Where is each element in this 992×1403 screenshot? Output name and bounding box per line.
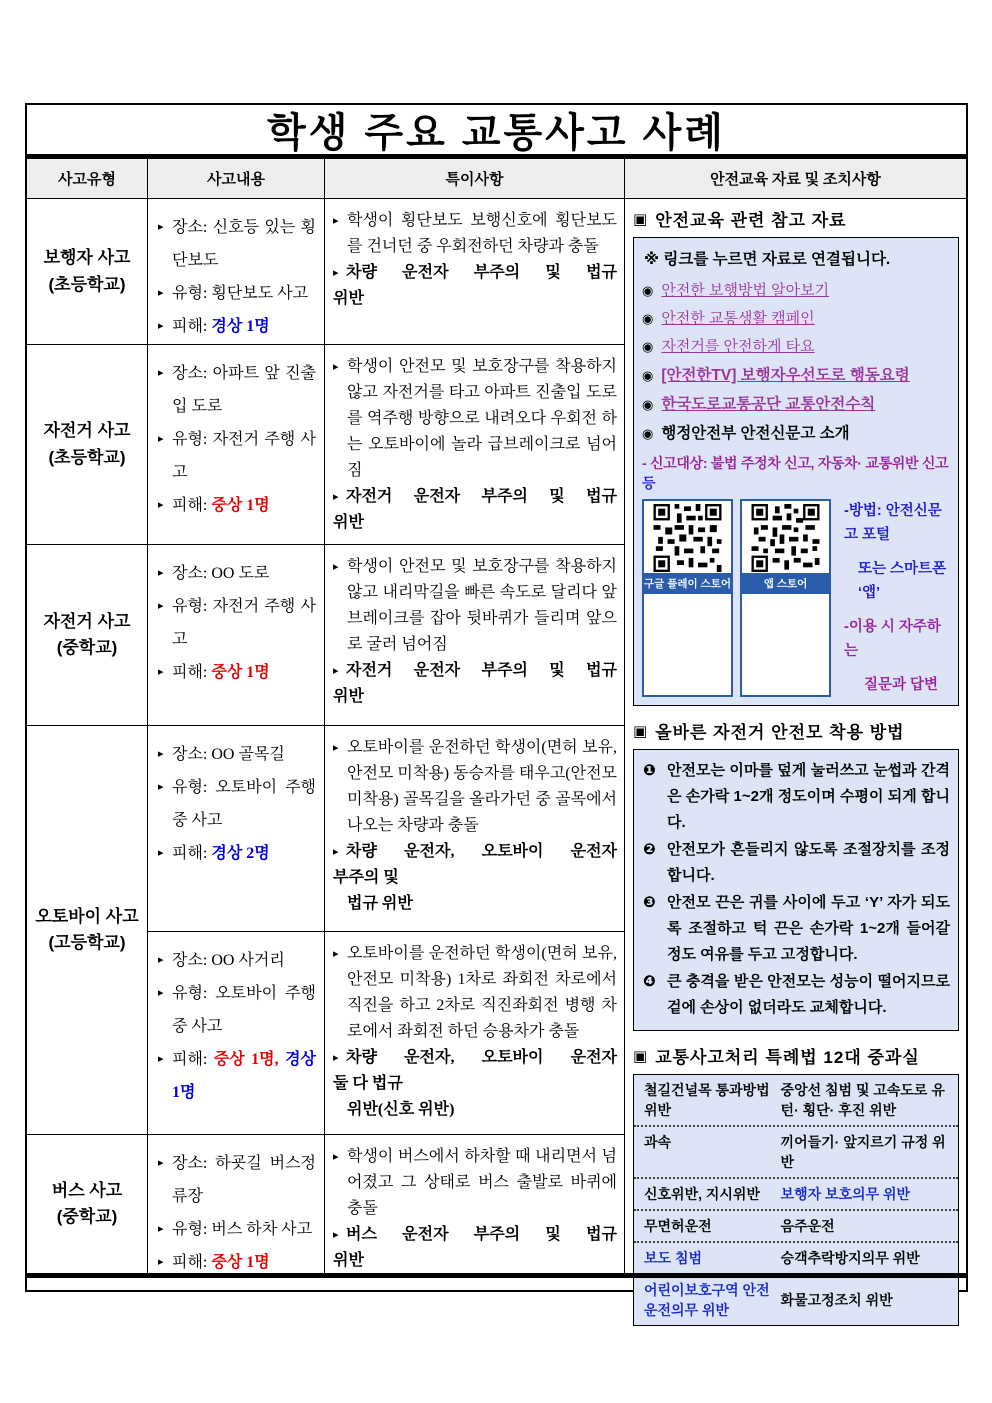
violation-right: 보행자 보호의무 위반 [780, 1186, 911, 1202]
bullet-icon: ▸ [333, 491, 339, 503]
qr-label-app-store: 앱 스토어 [742, 573, 829, 594]
incident-detail-cell [148, 932, 325, 1135]
type-cell-bicycle-mid [27, 545, 148, 726]
step-number-icon: ❷ [643, 841, 656, 858]
incident-note: 학생이 버스에서 하차할 때 내리면서 넘어졌고 그 상태로 버스 출발로 바퀴에 충돌 [347, 1148, 617, 1217]
incident-kind: 유형: 횡단보도 사고 [172, 285, 309, 302]
report-faq-line2: 질문과 답변 [864, 677, 939, 693]
accident-school-label: (중학교) [56, 1207, 118, 1226]
bullet-icon: ▸ [333, 846, 339, 858]
step-number-icon: ❸ [643, 894, 656, 911]
fault-note-line1: 자전거 운전자 부주의 및 법규 [346, 488, 617, 505]
fault-note-line3: 위반(신호 위반) [347, 1101, 455, 1118]
report-method-text [838, 499, 950, 697]
qr-code-row [642, 499, 950, 697]
fault-note-line2: 위반 [333, 514, 364, 531]
type-cell-bus [27, 1135, 148, 1273]
report-method-line1: -방법: 안전신문고 포털 [844, 503, 942, 543]
damage-label: 피해: [172, 664, 208, 681]
incident-detail-cell [148, 345, 325, 545]
column-header-notes: 특이사항 [325, 159, 625, 199]
page-title: 학생 주요 교통사고 사례 [27, 105, 966, 159]
helmet-instructions-box [633, 749, 959, 1031]
incident-kind: 유형: 자전거 주행 사고 [172, 431, 316, 481]
link-bullet-icon: ◉ [642, 311, 654, 326]
section-marker-icon: ▣ [633, 1047, 649, 1065]
qr-code-icon [644, 501, 731, 573]
incident-notes-cell [325, 932, 625, 1135]
damage-label: 피해: [172, 497, 208, 514]
report-method-line2: 또는 스마트폰 ‘앱’ [858, 561, 947, 601]
link-safety-report-intro: 행정안전부 안전신문고 소개 [661, 425, 850, 442]
violation-row [634, 1179, 958, 1211]
accident-case-table [25, 103, 968, 1318]
violation-row [634, 1243, 958, 1275]
incident-location: 장소: OO 도로 [172, 565, 270, 582]
accident-school-label: (초등학교) [48, 447, 126, 467]
incident-location: 장소: OO 골목길 [172, 746, 285, 763]
type-cell-pedestrian [27, 199, 148, 345]
bullet-icon: ▸ [158, 1223, 164, 1235]
damage-label: 피해: [172, 1254, 208, 1271]
damage-severity: 중상 1명, [213, 1051, 279, 1068]
bullet-icon: ▸ [158, 221, 164, 233]
fault-note-line1: 차량 운전자, 오토바이 운전자 [346, 1049, 617, 1066]
violation-row [634, 1075, 958, 1127]
bullet-icon: ▸ [158, 1256, 164, 1268]
violation-right: 끼어들기· 앞지르기 규정 위반 [780, 1134, 946, 1170]
bullet-icon: ▸ [333, 215, 339, 227]
bullet-icon: ▸ [158, 1157, 164, 1169]
accident-type-label: 버스 사고 [51, 1180, 123, 1200]
bullet-icon: ▸ [333, 1052, 339, 1064]
fault-note-line2: 위반 [333, 290, 364, 307]
fault-note-line2: 위반 [333, 688, 364, 705]
incident-note: 오토바이를 운전하던 학생이(면허 보유, 안전모 미착용) 1차로 좌회전 차로에서 직진을 하고 2차로 직진좌회전 병행 차로에서 좌회전 하던 승용차가 충돌 [347, 945, 617, 1040]
link-bullet-icon: ◉ [642, 426, 654, 441]
bullet-icon: ▸ [158, 367, 164, 379]
reference-links-box [633, 237, 959, 706]
link-safe-walking[interactable]: 안전한 보행방법 알아보기 [661, 282, 830, 299]
report-faq-line1: -이용 시 자주하는 [844, 619, 941, 659]
incident-note: 학생이 안전모 및 보호장구를 착용하지 않고 내리막길을 빠른 속도로 달리다 앞브레이크를 잡아 뒷바퀴가 들리며 앞으로 굴러 넘어짐 [347, 558, 617, 653]
type-cell-bicycle-elem [27, 345, 148, 545]
bullet-icon: ▸ [158, 320, 164, 332]
section-title-twelve-violations: ▣ 교통사고처리 특례법 12대 중과실 [633, 1047, 920, 1067]
incident-location: 장소: 아파트 앞 진출입 도로 [172, 365, 316, 415]
violation-left: 보도 침범 [644, 1250, 702, 1266]
bullet-icon: ▸ [158, 987, 164, 999]
helmet-step: ❸ 안전모 끈은 귀를 사이에 두고 ‘Y’ 자가 되도록 조절하고 턱 끈은 손가락 1~2개 들어갈 정도 여유를 두고 고정합니다. [642, 890, 950, 968]
qr-label-google-play: 구글 플레이 스토어 [644, 573, 731, 594]
incident-notes-cell [325, 1135, 625, 1273]
link-bullet-icon: ◉ [642, 368, 654, 383]
incident-note: 학생이 안전모 및 보호장구를 착용하지 않고 자전거를 타고 아파트 진출입 도로를 역주행 방향으로 내려오다 우회전 하는 오토바이에 놀라 급브레이크로 넘어짐 [347, 358, 617, 479]
incident-kind: 유형: 자전거 주행 사고 [172, 598, 316, 648]
link-safe-bicycle[interactable]: 자전거를 안전하게 타요 [661, 338, 815, 355]
incident-detail-cell [148, 199, 325, 345]
bullet-icon: ▸ [333, 948, 339, 960]
violation-right: 화물고정조치 위반 [780, 1292, 893, 1308]
bullet-icon: ▸ [333, 561, 339, 573]
bullet-icon: ▸ [333, 1151, 339, 1163]
step-number-icon: ❶ [643, 762, 656, 779]
fault-note-line2: 위반 [333, 1252, 364, 1269]
damage-label: 피해: [172, 845, 208, 862]
fault-note-line1: 버스 운전자 부주의 및 법규 [346, 1226, 617, 1243]
column-header-safety-materials: 안전교육 자료 및 조치사항 [625, 159, 966, 199]
bullet-icon: ▸ [333, 1229, 339, 1241]
violation-right: 중앙선 침범 및 고속도로 유턴· 횡단· 후진 위반 [780, 1082, 945, 1118]
step-number-icon: ❹ [643, 973, 656, 990]
report-target-line: - 신고대상: 불법 주정차 신고, 자동차· 교통위반 신고 등 [642, 455, 949, 491]
link-koroad-rules[interactable]: 한국도로교통공단 교통안전수칙 [661, 396, 876, 413]
bullet-icon: ▸ [333, 742, 339, 754]
violation-left: 신호위반, 지시위반 [644, 1186, 760, 1202]
link-bullet-icon: ◉ [642, 339, 654, 354]
incident-notes-cell [325, 199, 625, 345]
bullet-icon: ▸ [333, 361, 339, 373]
fault-note-line1: 차량 운전자, 오토바이 운전자 [346, 843, 617, 860]
link-safetv-pedestrian-road[interactable]: [안전한TV] 보행자우선도로 행동요령 [661, 367, 910, 384]
accident-type-label: 오토바이 사고 [35, 906, 139, 926]
damage-severity: 중상 1명 [211, 1254, 270, 1271]
violation-row [634, 1127, 958, 1179]
violation-left: 과속 [644, 1134, 672, 1150]
helmet-step: ❷ 안전모가 흔들리지 않도록 조절장치를 조정합니다. [642, 837, 950, 889]
column-header-accident-type: 사고유형 [27, 159, 148, 199]
incident-detail-cell [148, 1135, 325, 1273]
damage-label: 피해: [172, 318, 208, 335]
bullet-icon: ▸ [158, 433, 164, 445]
bullet-icon: ▸ [158, 499, 164, 511]
bullet-icon: ▸ [158, 954, 164, 966]
accident-school-label: (초등학교) [48, 274, 126, 294]
accident-school-label: (고등학교) [48, 933, 126, 952]
fault-note-line1: 차량 운전자 부주의 및 법규 [346, 264, 617, 281]
qr-google-play [642, 499, 733, 697]
section-title-reference: ▣ 안전교육 관련 참고 자료 [633, 210, 847, 230]
bullet-icon: ▸ [158, 567, 164, 579]
incident-location: 장소: OO 사거리 [172, 952, 285, 969]
accident-school-label: (중학교) [56, 638, 118, 657]
damage-severity: 경상 1명 [172, 1051, 317, 1101]
incident-detail-cell [148, 545, 325, 726]
incident-kind: 유형: 오토바이 주행 중 사고 [172, 985, 316, 1035]
helmet-step: ❶ 안전모는 이마를 덮게 눌러쓰고 눈썹과 간격은 손가락 1~2개 정도이며 수평이 되게 합니다. [642, 758, 950, 836]
helmet-step: ❹ 큰 충격을 받은 안전모는 성능이 떨어지므로 겉에 손상이 없더라도 교체합니다. [642, 969, 950, 1021]
violation-left: 무면허운전 [644, 1218, 712, 1234]
qr-code-icon [742, 501, 829, 573]
fault-note-line1: 자전거 운전자 부주의 및 법규 [346, 662, 617, 679]
incident-notes-cell [325, 545, 625, 726]
link-bullet-icon: ◉ [642, 283, 654, 298]
report-target-suffix: 등 [642, 475, 656, 491]
violation-right: 승객추락방지의무 위반 [780, 1250, 920, 1266]
damage-severity: 경상 1명 [211, 318, 270, 335]
bullet-icon: ▸ [333, 267, 339, 279]
fault-note-line2: 부주의 및 [333, 869, 399, 886]
qr-app-store [740, 499, 831, 697]
bullet-icon: ▸ [158, 600, 164, 612]
damage-severity: 경상 2명 [211, 845, 270, 862]
section-marker-icon: ▣ [633, 722, 649, 740]
link-bullet-icon: ◉ [642, 397, 654, 412]
incident-note: 오토바이를 운전하던 학생이(면허 보유, 안전모 미착용) 동승자를 태우고(안전모 미착용) 골목길을 올라가던 중 골목에서 나오는 차량과 충돌 [347, 739, 617, 834]
fault-note-line2: 둘 다 법규 [333, 1075, 403, 1092]
bullet-icon: ▸ [158, 1053, 164, 1065]
bullet-icon: ▸ [158, 847, 164, 859]
accident-type-label: 자전거 사고 [43, 611, 131, 631]
safety-materials-cell [625, 199, 966, 1318]
incident-location: 장소: 하굣길 버스정류장 [172, 1155, 316, 1205]
incident-notes-cell [325, 345, 625, 545]
violation-left: 어린이보호구역 안전운전의무 위반 [644, 1282, 770, 1318]
incident-kind: 유형: 오토바이 주행 중 사고 [172, 779, 316, 829]
incident-location: 장소: 신호등 있는 횡단보도 [172, 219, 316, 269]
incident-detail-cell [148, 726, 325, 932]
link-instruction: ※ 링크를 누르면 자료로 연결됩니다. [644, 251, 891, 268]
violation-row [634, 1211, 958, 1243]
damage-severity: 중상 1명 [211, 497, 270, 514]
bullet-icon: ▸ [158, 748, 164, 760]
accident-type-label: 보행자 사고 [43, 248, 131, 268]
type-cell-motorcycle [27, 726, 148, 1135]
violation-left: 철길건널목 통과방법 위반 [644, 1082, 770, 1118]
section-marker-icon: ▣ [633, 210, 649, 228]
link-traffic-campaign[interactable]: 안전한 교통생활 캠페인 [661, 310, 815, 327]
incident-note: 학생이 횡단보도 보행신호에 횡단보도를 건너던 중 우회전하던 차량과 충돌 [347, 212, 617, 255]
damage-label: 피해: [172, 1051, 208, 1068]
fault-note-line3: 법규 위반 [347, 895, 413, 912]
damage-severity: 중상 1명 [211, 664, 270, 681]
violation-right: 음주운전 [780, 1218, 835, 1234]
column-header-accident-detail: 사고내용 [148, 159, 325, 199]
accident-type-label: 자전거 사고 [43, 421, 131, 441]
bullet-icon: ▸ [158, 666, 164, 678]
bullet-icon: ▸ [333, 665, 339, 677]
bullet-icon: ▸ [158, 287, 164, 299]
bullet-icon: ▸ [158, 781, 164, 793]
section-title-helmet: ▣ 올바른 자전거 안전모 착용 방법 [633, 722, 905, 742]
incident-kind: 유형: 버스 하차 사고 [172, 1221, 313, 1238]
incident-notes-cell [325, 726, 625, 932]
